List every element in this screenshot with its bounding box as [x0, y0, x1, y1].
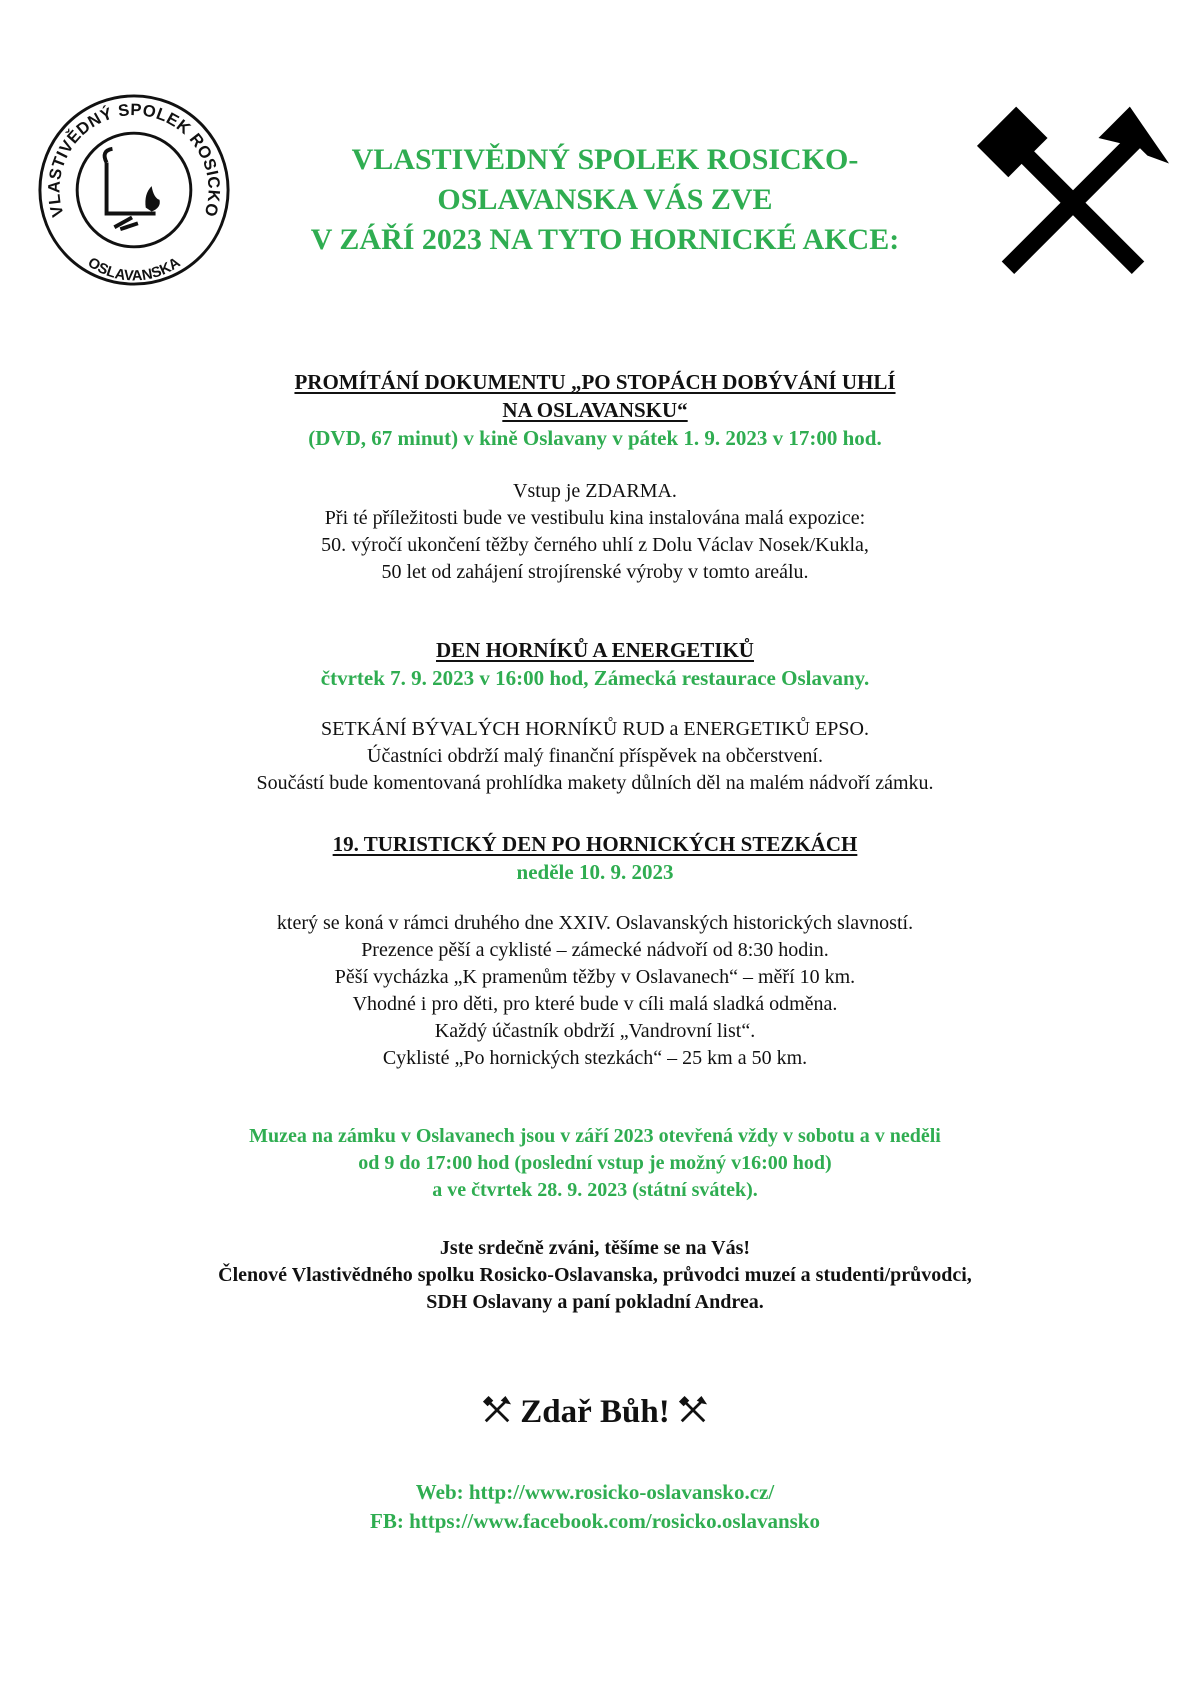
description-line: Při té příležitosti bude ve vestibulu kina instalována malá expozice:: [324, 507, 866, 529]
title-line: V ZÁŘÍ 2023 NA TYTO HORNICKÉ AKCE:: [310, 223, 900, 256]
description-line: 50. výročí ukončení těžby černého uhlí z Dolu Václav Nosek/Kukla,: [321, 534, 869, 556]
event-miners-day: [120, 636, 1070, 692]
crossed-hammers-icon: [975, 104, 1171, 274]
hammer-pick-icon: [482, 1395, 512, 1425]
description-line: Součástí bude komentovaná prohlídka makety důlních děl na malém nádvoří zámku.: [256, 772, 934, 794]
event-details: čtvrtek 7. 9. 2023 v 16:00 hod, Zámecká restaurace Oslavany.: [320, 666, 870, 690]
event-title-line: PROMÍTÁNÍ DOKUMENTU „PO STOPÁCH DOBÝVÁNÍ UHLÍ: [294, 370, 896, 394]
museum-line: Muzea na zámku v Oslavanech jsou v září 2023 otevřená vždy v sobotu a v neděli: [249, 1125, 941, 1147]
title-line: VLASTIVĚDNÝ SPOLEK ROSICKO-: [351, 143, 859, 176]
event-title: 19. TURISTICKÝ DEN PO HORNICKÝCH STEZKÁCH: [332, 832, 858, 856]
hammer-pick-icon: [678, 1395, 708, 1425]
title-line: OSLAVANSKA VÁS ZVE: [437, 183, 773, 216]
description-line: Vhodné i pro děti, pro které bude v cíli malá sladká odměna.: [352, 993, 838, 1015]
facebook-link[interactable]: FB: https://www.facebook.com/rosicko.oslavansko: [370, 1509, 820, 1533]
museum-line: od 9 do 17:00 hod (poslední vstup je možný v16:00 hod): [358, 1152, 832, 1174]
event-title-line: NA OSLAVANSKU“: [502, 398, 688, 422]
event-details: (DVD, 67 minut) v kině Oslavany v pátek 1. 9. 2023 v 17:00 hod.: [308, 426, 882, 450]
miners-greeting: [120, 1392, 1070, 1432]
seal-text-top: VLASTIVĚDNÝ SPOLEK ROSICKO: [44, 100, 224, 220]
description-line: SETKÁNÍ BÝVALÝCH HORNÍKŮ RUD a ENERGETIKŮ EPSO.: [321, 718, 869, 740]
invitation-closing: [120, 1235, 1070, 1316]
event-tourist-day: [120, 830, 1070, 886]
event-title: DEN HORNÍKŮ A ENERGETIKŮ: [436, 638, 754, 662]
closing-line: Jste srdečně zváni, těšíme se na Vás!: [439, 1237, 751, 1259]
description-line: Cyklisté „Po hornických stezkách“ – 25 km a 50 km.: [382, 1047, 808, 1069]
seal-text-bottom: OSLAVANSKA: [84, 254, 184, 285]
museum-line: a ve čtvrtek 28. 9. 2023 (státní svátek).: [432, 1179, 758, 1201]
closing-line: SDH Oslavany a paní pokladní Andrea.: [426, 1291, 764, 1313]
event-film-screening: [120, 368, 1070, 452]
description-line: Vstup je ZDARMA.: [513, 480, 677, 502]
description-line: který se koná v rámci druhého dne XXIV. Oslavanských historických slavností.: [276, 912, 914, 934]
svg-text:VLASTIVĚDNÝ SPOLEK ROSICKO: [44, 100, 223, 219]
description-line: Pěší vycházka „K pramenům těžby v Oslavanech“ – měří 10 km.: [334, 966, 856, 988]
closing-line: Členové Vlastivědného spolku Rosicko-Oslavanska, průvodci muzeí a studenti/průvodci,: [218, 1264, 972, 1286]
event-description: [120, 716, 1070, 797]
page-title: [260, 140, 950, 260]
society-seal-icon: [36, 92, 232, 288]
contact-links: [120, 1478, 1070, 1536]
description-line: Každý účastník obdrží „Vandrovní list“.: [434, 1020, 756, 1042]
motto-text: Zdař Bůh!: [520, 1394, 670, 1430]
event-description: [120, 478, 1070, 586]
event-details: neděle 10. 9. 2023: [516, 860, 674, 884]
description-line: Účastníci obdrží malý finanční příspěvek na občerstvení.: [367, 745, 823, 767]
description-line: Prezence pěší a cyklisté – zámecké nádvoří od 8:30 hodin.: [361, 939, 829, 961]
museum-hours: [120, 1123, 1070, 1204]
description-line: 50 let od zahájení strojírenské výroby v tomto areálu.: [381, 561, 809, 583]
event-description: [120, 910, 1070, 1072]
svg-text:OSLAVANSKA: [85, 255, 184, 285]
web-link[interactable]: Web: http://www.rosicko-oslavansko.cz/: [415, 1480, 775, 1504]
